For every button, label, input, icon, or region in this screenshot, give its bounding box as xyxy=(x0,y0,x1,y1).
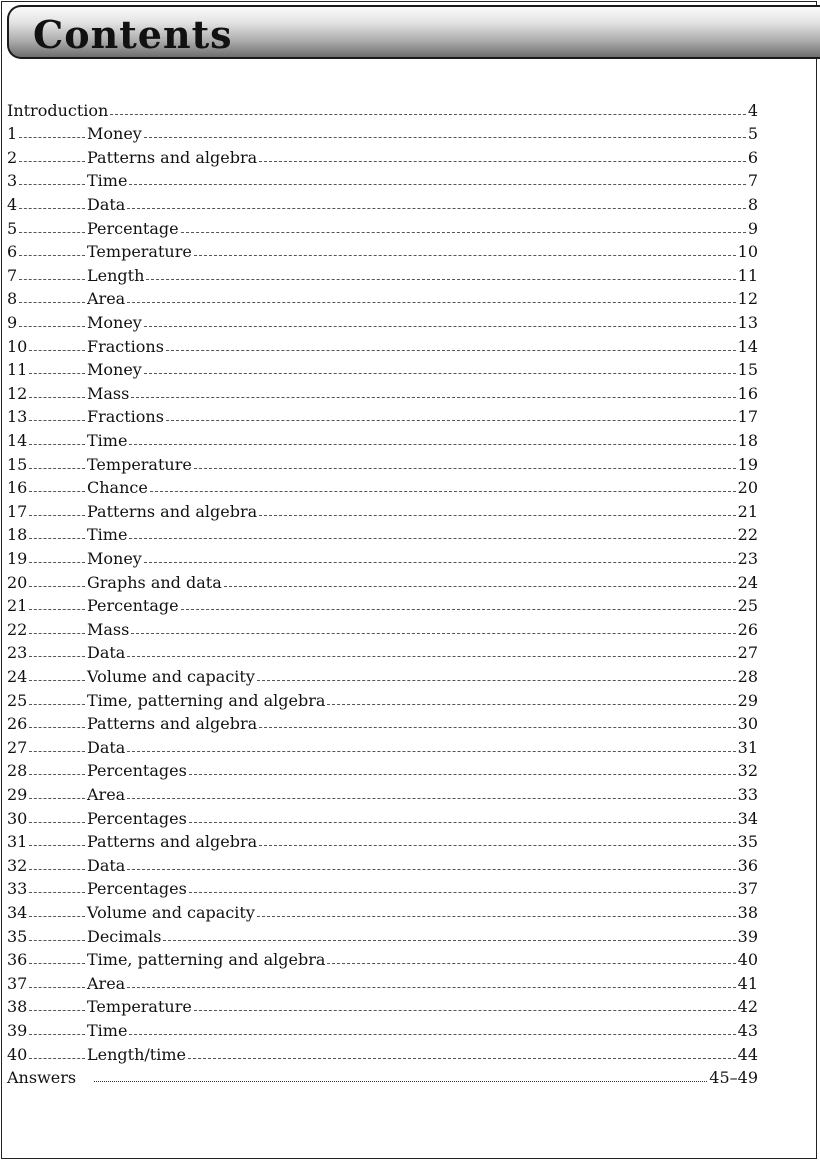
leader-dashes xyxy=(129,444,735,445)
leader-dashes xyxy=(29,822,85,823)
leader-dashes xyxy=(29,656,85,657)
leader-dashes xyxy=(181,609,736,610)
toc-row[interactable] xyxy=(7,308,758,332)
leader-dashes xyxy=(129,1034,735,1035)
unit-page: 11 xyxy=(737,265,758,285)
leader-dashes xyxy=(144,562,736,563)
unit-number: 20 xyxy=(7,572,28,592)
unit-number: 14 xyxy=(7,430,28,450)
unit-page: 39 xyxy=(737,926,758,946)
toc-row[interactable] xyxy=(7,403,758,427)
leader-dashes xyxy=(29,704,85,705)
leader-dashes xyxy=(259,161,746,162)
unit-topic: Area xyxy=(87,289,126,309)
unit-page: 12 xyxy=(737,289,758,309)
unit-topic: Percentage xyxy=(87,218,179,238)
toc-row[interactable] xyxy=(7,875,758,899)
toc-row[interactable] xyxy=(7,521,758,545)
leader-dashes xyxy=(257,916,736,917)
unit-topic: Temperature xyxy=(87,242,192,262)
leader-dashes xyxy=(259,515,736,516)
unit-number: 34 xyxy=(7,902,28,922)
unit-page: 29 xyxy=(737,690,758,710)
unit-page: 18 xyxy=(737,430,758,450)
unit-number: 18 xyxy=(7,525,28,545)
unit-number: 2 xyxy=(7,147,18,167)
unit-number: 31 xyxy=(7,832,28,852)
leader-dashes xyxy=(259,845,736,846)
unit-topic: Area xyxy=(87,784,126,804)
leader-dashes xyxy=(163,940,735,941)
unit-topic: Money xyxy=(87,360,142,380)
leader-dashes xyxy=(110,114,745,115)
unit-number: 6 xyxy=(7,242,18,262)
unit-page: 32 xyxy=(737,761,758,781)
toc-row[interactable] xyxy=(7,898,758,922)
unit-page: 10 xyxy=(737,242,758,262)
unit-page: 28 xyxy=(737,666,758,686)
toc-row[interactable] xyxy=(7,780,758,804)
leader-dashes xyxy=(29,491,85,492)
leader-dashes xyxy=(19,208,85,209)
unit-topic: Patterns and algebra xyxy=(87,832,258,852)
unit-number: 19 xyxy=(7,548,28,568)
unit-topic: Chance xyxy=(87,478,148,498)
leader-dashes xyxy=(257,680,736,681)
unit-topic: Mass xyxy=(87,619,130,639)
unit-page: 8 xyxy=(747,194,758,214)
answers-label: Answers xyxy=(7,1068,77,1088)
unit-page: 34 xyxy=(737,808,758,828)
leader-dashes xyxy=(150,491,736,492)
toc-row[interactable] xyxy=(7,922,758,946)
toc-row[interactable] xyxy=(7,757,758,781)
toc-row[interactable] xyxy=(7,993,758,1017)
toc-row[interactable] xyxy=(7,733,758,757)
leader-dashes xyxy=(29,727,85,728)
unit-page: 23 xyxy=(737,548,758,568)
title-banner xyxy=(7,5,820,59)
unit-topic: Volume and capacity xyxy=(87,902,255,922)
unit-page: 20 xyxy=(737,478,758,498)
leader-dashes xyxy=(29,987,85,988)
leader-dashes xyxy=(194,468,736,469)
unit-number: 36 xyxy=(7,950,28,970)
unit-topic: Patterns and algebra xyxy=(87,147,258,167)
leader-dashes xyxy=(29,420,85,421)
toc-row[interactable] xyxy=(7,497,758,521)
toc-row[interactable] xyxy=(7,851,758,875)
unit-number: 22 xyxy=(7,619,28,639)
unit-number: 38 xyxy=(7,997,28,1017)
leader-dashes xyxy=(29,680,85,681)
toc-row[interactable] xyxy=(7,450,758,474)
unit-topic: Graphs and data xyxy=(87,572,222,592)
leader-dashes xyxy=(129,538,735,539)
unit-topic: Percentages xyxy=(87,808,187,828)
unit-page: 38 xyxy=(737,902,758,922)
toc-row[interactable] xyxy=(7,285,758,309)
toc-row[interactable] xyxy=(7,592,758,616)
unit-number: 29 xyxy=(7,784,28,804)
unit-topic: Length/time xyxy=(87,1044,186,1064)
unit-page: 22 xyxy=(737,525,758,545)
unit-number: 9 xyxy=(7,312,18,332)
leader-dashes xyxy=(188,1058,736,1059)
toc-row[interactable] xyxy=(7,190,758,214)
toc-row[interactable] xyxy=(7,167,758,191)
leader-dashes xyxy=(327,704,735,705)
toc-row[interactable] xyxy=(7,710,758,734)
leader-dashes xyxy=(29,892,85,893)
unit-topic: Time xyxy=(87,525,128,545)
unit-number: 3 xyxy=(7,171,18,191)
toc-row[interactable] xyxy=(7,662,758,686)
intro-label: Introduction xyxy=(7,100,109,120)
leader-dashes xyxy=(127,302,735,303)
leader-dashes xyxy=(127,751,735,752)
unit-number: 33 xyxy=(7,879,28,899)
toc-row-answers[interactable] xyxy=(7,1064,758,1088)
unit-number: 25 xyxy=(7,690,28,710)
toc-row[interactable] xyxy=(7,615,758,639)
toc-row[interactable] xyxy=(7,639,758,663)
leader-dashes xyxy=(29,963,85,964)
unit-page: 36 xyxy=(737,855,758,875)
leader-dashes xyxy=(144,326,736,327)
unit-page: 7 xyxy=(747,171,758,191)
unit-topic: Temperature xyxy=(87,997,192,1017)
toc-row[interactable] xyxy=(7,1016,758,1040)
leader-dashes xyxy=(127,987,735,988)
unit-topic: Patterns and algebra xyxy=(87,501,258,521)
unit-page: 14 xyxy=(737,336,758,356)
toc-row[interactable] xyxy=(7,143,758,167)
unit-topic: Decimals xyxy=(87,926,162,946)
leader-dashes xyxy=(29,468,85,469)
leader-dashes xyxy=(29,350,85,351)
leader-dashes xyxy=(189,774,736,775)
leader-dashes xyxy=(29,633,85,634)
leader-dashes xyxy=(29,562,85,563)
unit-topic: Fractions xyxy=(87,407,164,427)
unit-topic: Money xyxy=(87,312,142,332)
toc-row[interactable] xyxy=(7,828,758,852)
unit-number: 11 xyxy=(7,360,28,380)
leader-dashes xyxy=(127,656,735,657)
unit-number: 37 xyxy=(7,973,28,993)
leader-dashes xyxy=(131,633,735,634)
unit-page: 15 xyxy=(737,360,758,380)
unit-number: 7 xyxy=(7,265,18,285)
toc-row[interactable] xyxy=(7,332,758,356)
unit-topic: Length xyxy=(87,265,145,285)
leader-dashes xyxy=(29,798,85,799)
leader-dashes xyxy=(146,279,735,280)
leader-dashes xyxy=(131,397,735,398)
toc-row[interactable] xyxy=(7,379,758,403)
unit-number: 13 xyxy=(7,407,28,427)
unit-page: 27 xyxy=(737,643,758,663)
toc-row[interactable] xyxy=(7,356,758,380)
unit-topic: Money xyxy=(87,124,142,144)
unit-topic: Mass xyxy=(87,383,130,403)
leader-dashes xyxy=(29,940,85,941)
leader-dashes xyxy=(29,751,85,752)
leader-dashes xyxy=(127,798,735,799)
unit-topic: Time, patterning and algebra xyxy=(87,950,326,970)
unit-page: 30 xyxy=(737,714,758,734)
unit-topic: Time, patterning and algebra xyxy=(87,690,326,710)
unit-topic: Volume and capacity xyxy=(87,666,255,686)
toc-row-introduction[interactable] xyxy=(7,96,758,120)
toc-row[interactable] xyxy=(7,568,758,592)
leader-dashes xyxy=(19,302,85,303)
unit-page: 5 xyxy=(747,124,758,144)
intro-page: 4 xyxy=(747,100,758,120)
unit-number: 24 xyxy=(7,666,28,686)
unit-number: 28 xyxy=(7,761,28,781)
leader-dashes xyxy=(129,184,745,185)
unit-number: 15 xyxy=(7,454,28,474)
unit-page: 37 xyxy=(737,879,758,899)
unit-number: 12 xyxy=(7,383,28,403)
toc-row[interactable] xyxy=(7,426,758,450)
unit-number: 8 xyxy=(7,289,18,309)
unit-page: 25 xyxy=(737,596,758,616)
leader-dashes xyxy=(29,373,85,374)
toc-row[interactable] xyxy=(7,544,758,568)
leader-dots xyxy=(94,1081,707,1082)
toc-row[interactable] xyxy=(7,474,758,498)
leader-dashes xyxy=(166,420,736,421)
leader-dashes xyxy=(194,1010,736,1011)
leader-dashes xyxy=(29,916,85,917)
leader-dashes xyxy=(29,515,85,516)
leader-dashes xyxy=(29,1034,85,1035)
unit-number: 5 xyxy=(7,218,18,238)
unit-number: 4 xyxy=(7,194,18,214)
unit-page: 9 xyxy=(747,218,758,238)
leader-dashes xyxy=(327,963,735,964)
leader-dashes xyxy=(29,774,85,775)
toc-row[interactable] xyxy=(7,120,758,144)
unit-page: 33 xyxy=(737,784,758,804)
leader-dashes xyxy=(29,609,85,610)
unit-number: 30 xyxy=(7,808,28,828)
unit-page: 40 xyxy=(737,950,758,970)
unit-topic: Percentages xyxy=(87,761,187,781)
unit-page: 21 xyxy=(737,501,758,521)
leader-dashes xyxy=(19,255,85,256)
leader-dashes xyxy=(29,397,85,398)
unit-topic: Data xyxy=(87,194,126,214)
leader-dashes xyxy=(29,869,85,870)
unit-page: 17 xyxy=(737,407,758,427)
unit-number: 23 xyxy=(7,643,28,663)
unit-topic: Percentage xyxy=(87,596,179,616)
unit-number: 10 xyxy=(7,336,28,356)
unit-topic: Time xyxy=(87,1020,128,1040)
unit-number: 27 xyxy=(7,737,28,757)
page-title: Contents xyxy=(33,12,233,57)
leader-dashes xyxy=(29,1010,85,1011)
toc-row[interactable] xyxy=(7,969,758,993)
unit-topic: Data xyxy=(87,737,126,757)
unit-page: 42 xyxy=(737,997,758,1017)
leader-dashes xyxy=(127,208,745,209)
leader-dashes xyxy=(194,255,736,256)
leader-dashes xyxy=(29,538,85,539)
unit-page: 6 xyxy=(747,147,758,167)
unit-page: 41 xyxy=(737,973,758,993)
unit-topic: Fractions xyxy=(87,336,164,356)
toc-row[interactable] xyxy=(7,804,758,828)
unit-topic: Area xyxy=(87,973,126,993)
leader-dashes xyxy=(29,1058,85,1059)
leader-dashes xyxy=(166,350,736,351)
leader-dashes xyxy=(19,137,85,138)
unit-page: 26 xyxy=(737,619,758,639)
unit-number: 39 xyxy=(7,1020,28,1040)
unit-topic: Money xyxy=(87,548,142,568)
leader-dashes xyxy=(189,822,736,823)
leader-dashes xyxy=(127,869,735,870)
toc-row[interactable] xyxy=(7,238,758,262)
leader-dashes xyxy=(144,373,736,374)
leader-dashes xyxy=(259,727,736,728)
leader-dashes xyxy=(29,444,85,445)
leader-dashes xyxy=(19,232,85,233)
unit-topic: Time xyxy=(87,430,128,450)
toc-row[interactable] xyxy=(7,261,758,285)
unit-topic: Data xyxy=(87,643,126,663)
unit-number: 16 xyxy=(7,478,28,498)
unit-number: 21 xyxy=(7,596,28,616)
unit-number: 26 xyxy=(7,714,28,734)
unit-page: 16 xyxy=(737,383,758,403)
leader-dashes xyxy=(189,892,736,893)
leader-dashes xyxy=(29,586,85,587)
toc-row[interactable] xyxy=(7,1040,758,1064)
unit-topic: Time xyxy=(87,171,128,191)
toc-row[interactable] xyxy=(7,946,758,970)
unit-page: 19 xyxy=(737,454,758,474)
leader-dashes xyxy=(19,184,85,185)
unit-topic: Percentages xyxy=(87,879,187,899)
unit-topic: Patterns and algebra xyxy=(87,714,258,734)
leader-dashes xyxy=(19,326,85,327)
unit-number: 40 xyxy=(7,1044,28,1064)
unit-number: 32 xyxy=(7,855,28,875)
leader-dashes xyxy=(181,232,746,233)
unit-number: 1 xyxy=(7,124,18,144)
leader-dashes xyxy=(29,845,85,846)
unit-page: 43 xyxy=(737,1020,758,1040)
leader-dashes xyxy=(19,279,85,280)
toc-row[interactable] xyxy=(7,686,758,710)
leader-dashes xyxy=(224,586,736,587)
toc-row[interactable] xyxy=(7,214,758,238)
leader-dashes xyxy=(144,137,746,138)
leader-dashes xyxy=(19,161,85,162)
unit-number: 35 xyxy=(7,926,28,946)
unit-page: 44 xyxy=(737,1044,758,1064)
unit-topic: Temperature xyxy=(87,454,192,474)
unit-topic: Data xyxy=(87,855,126,875)
unit-number: 17 xyxy=(7,501,28,521)
unit-page: 13 xyxy=(737,312,758,332)
unit-page: 35 xyxy=(737,832,758,852)
answers-page: 45–49 xyxy=(709,1068,758,1088)
unit-page: 24 xyxy=(737,572,758,592)
unit-page: 31 xyxy=(737,737,758,757)
